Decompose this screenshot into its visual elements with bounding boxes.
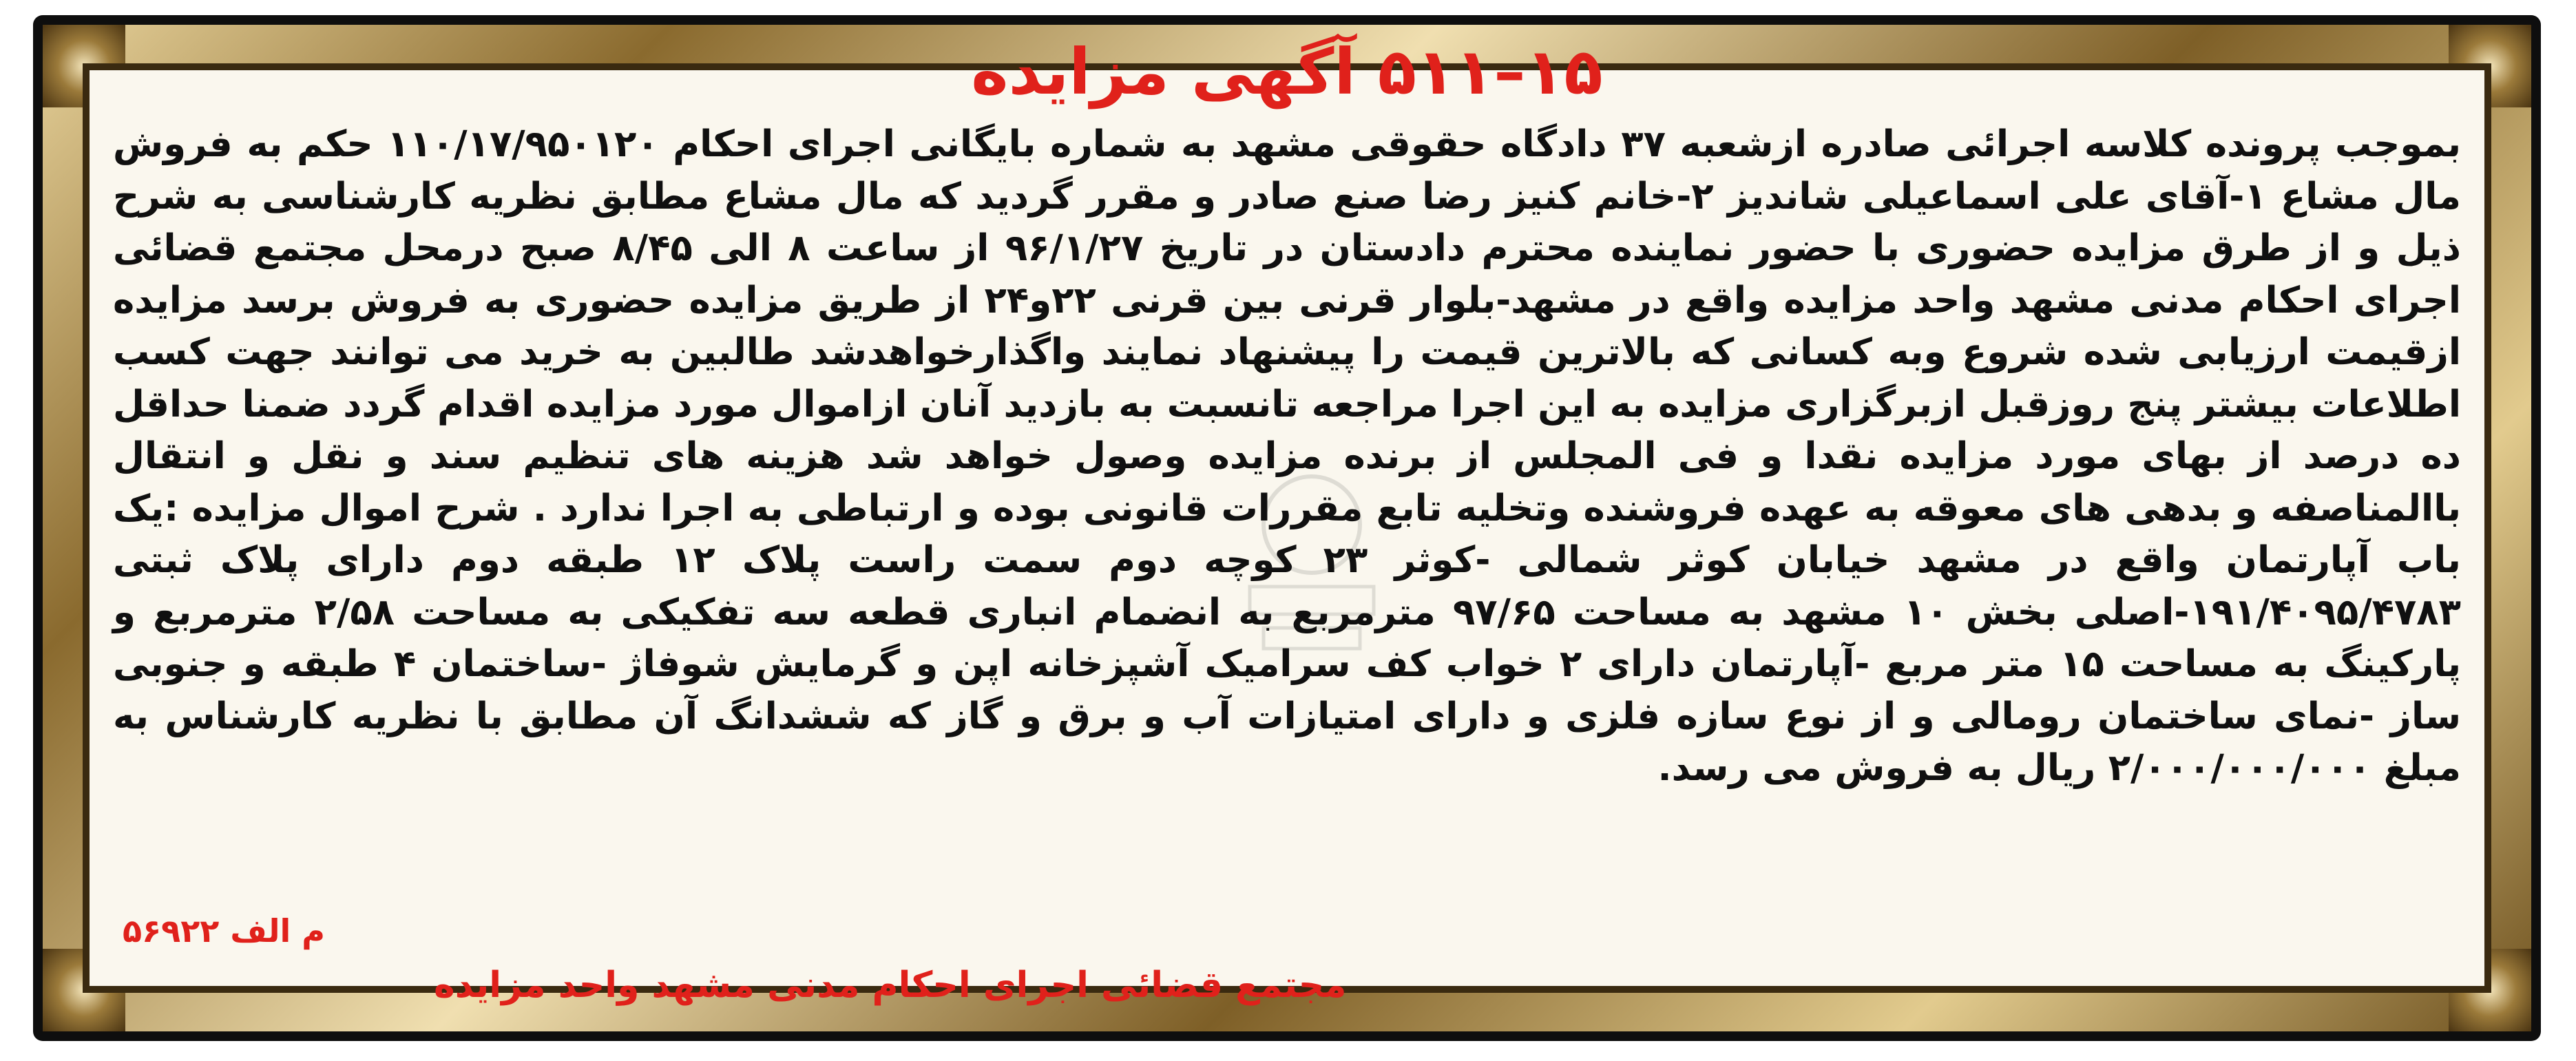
reference-code: م الف ۵۶۹۲۲ [123, 912, 325, 949]
issuer-signature: مجتمع قضائی اجرای احکام مدنی مشهد واحد مزایده [434, 965, 1347, 1006]
notice-title: ۱۵–۵۱۱ آگهی مزایده [971, 35, 1603, 109]
notice-panel [90, 35, 2484, 1006]
notice-body: بموجب پرونده کلاسه اجرائی صادره ازشعبه ۳۷ دادگاه حقوقی مشهد به شماره بایگانی اجرای احکام ۱۱۰/۱۷/۹۵۰۱۲۰ حکم به فروش مال مشاع ۱-آقای علی اسماعیلی شاندیز ۲-خانم کنیز رضا صنع صادر و مقرر گردید که مال مشاع مطابق نظریه کارشناسی به شرح ذیل و از طرق مزایده حضوری با حضور نماینده محترم دادستان در تاریخ ۹۶/۱/۲۷ از ساعت ۸ الی ۸/۴۵ صبح درمحل مجتمع قضائی اجرای احکام مدنی مشهد واحد مزایده واقع در مشهد-بلوار قرنی بین قرنی ۲۲و۲۴ از طریق مزایده حضوری به فروش برسد مزایده ازقیمت ارزیابی شده شروع وبه کسانی که بالاترین قیمت را پیشنهاد نمایند واگذارخواهدشد طالبین به خرید می توانند جهت کسب اطلاعات بیشتر پنج روزقبل ازبرگزاری مزایده به این اجرا مراجعه تانسبت به بازدید آنان ازاموال مورد مزایده اقدام گردد ضمنا حداقل ده درصد از بهای مورد مزایده نقدا و فی المجلس از برنده مزایده وصول خواهد شد هزینه های تنظیم سند و نقل و انتقال باالمناصفه و بدهی های معوقه به عهده فروشنده وتخلیه تابع مقررات قانونی بوده و ارتباطی به اجرا ندارد . شرح اموال مزایده :یک باب آپارتمان واقع در مشهد خیابان کوثر شمالی -کوثر ۲۳ کوچه دوم سمت راست پلاک ۱۲ طبقه دوم دارای پلاک ثبتی ۱۹۱/۴۰۹۵/۴۷۸۳-اصلی بخش ۱۰ مشهد به مساحت ۹۷/۶۵ مترمربع به انضمام انباری قطعه سه تفکیکی به مساحت ۲/۵۸ مترمربع و پارکینگ به مساحت ۱۵ متر مربع -آپارتمان دارای ۲ خواب کف سرامیک آشپزخانه اپن و گرمایش شوفاژ -ساختمان ۴ طبقه و جنوبی ساز -نمای ساختمان رومالی و از نوع سازه فلزی و دارای امتیازات آب و برق و گاز که ششدانگ آن مطابق با نظریه کارشناس به مبلغ ۲/۰۰۰/۰۰۰/۰۰۰ ریال به فروش می رسد. [113, 123, 2462, 789]
